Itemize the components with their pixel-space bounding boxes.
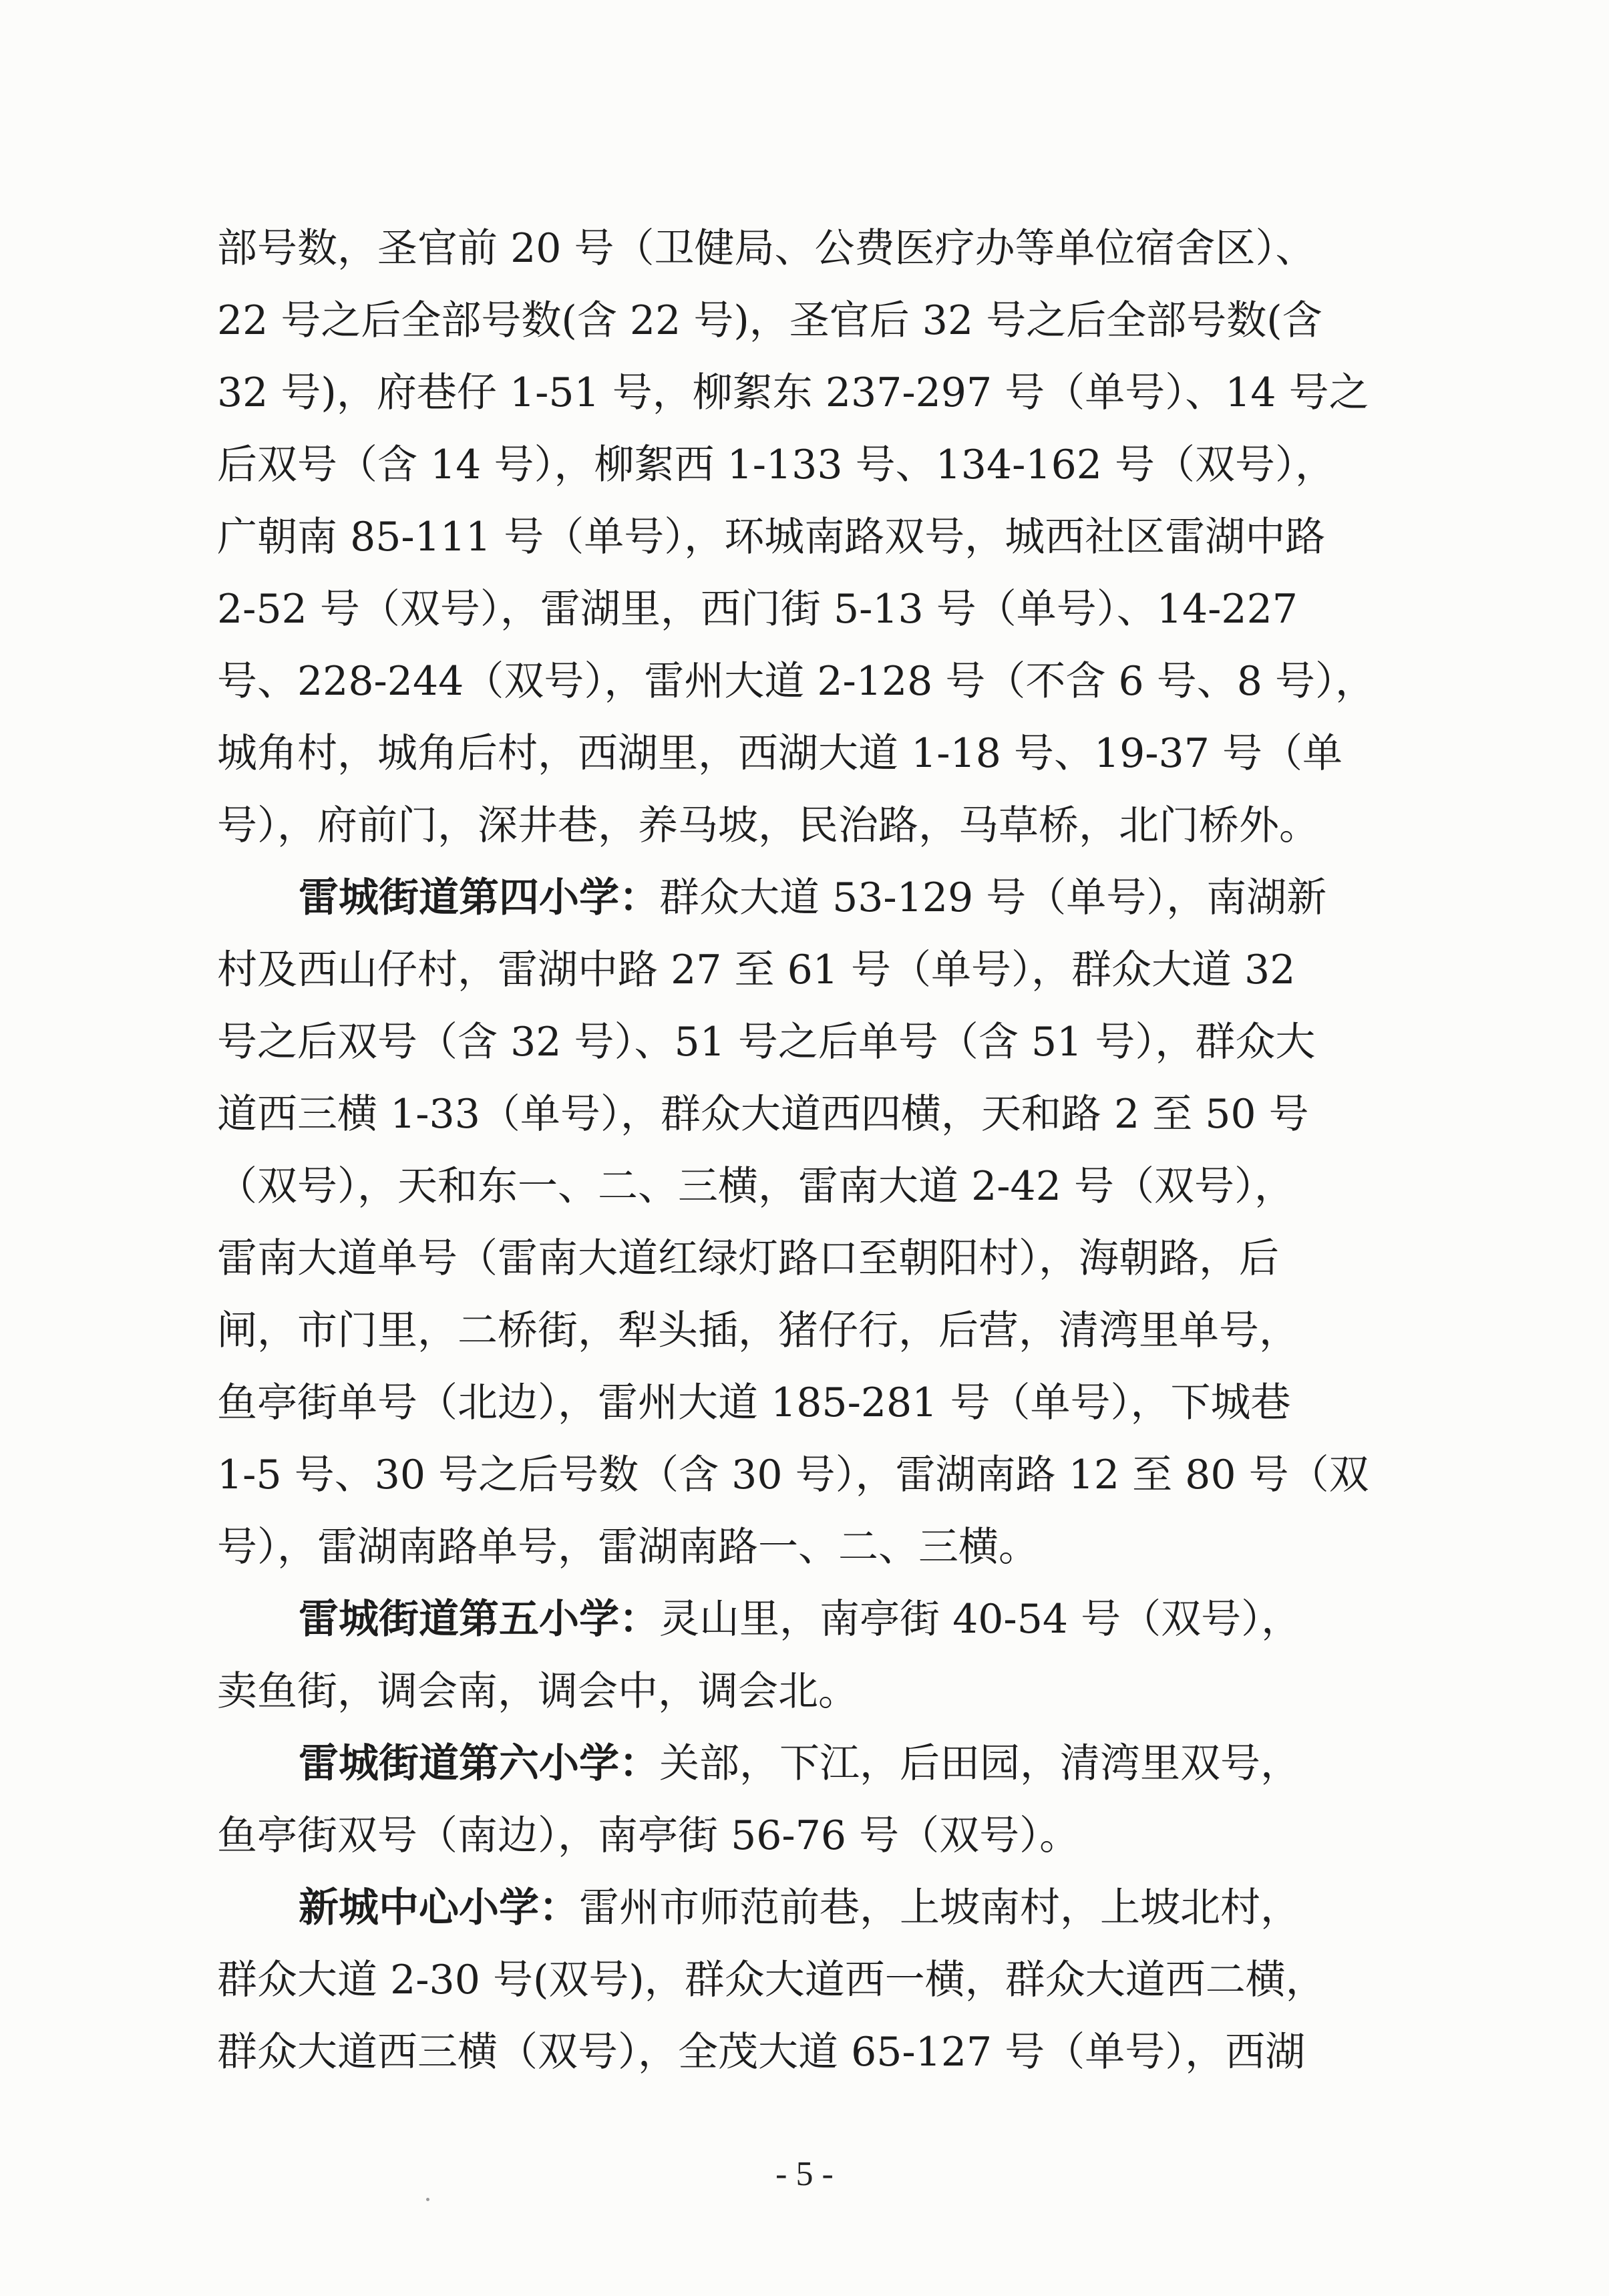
- page-number: - 5 -: [775, 2155, 834, 2193]
- text-line: 闸，市门里，二桥街，犁头插，猪仔行，后营，清湾里单号，: [217, 1307, 1299, 1354]
- text-line: 鱼亭街单号（北边），雷州大道 185-281 号（单号），下城巷: [217, 1379, 1291, 1426]
- text-line: 鱼亭街双号（南边），南亭街 56-76 号（双号）。: [217, 1812, 1080, 1859]
- text-line: 广朝南 85-111 号（单号），环城南路双号，城西社区雷湖中路: [217, 514, 1326, 560]
- text-line: 卖鱼街，调会南，调会中，调会北。: [217, 1668, 858, 1715]
- school-heading: 雷城街道第四小学：: [299, 874, 659, 921]
- school-heading: 雷城街道第五小学：: [299, 1596, 659, 1643]
- text-line: 雷南大道单号（雷南大道红绿灯路口至朝阳村），海朝路，后: [217, 1235, 1279, 1282]
- text-line: 号），府前门，深井巷，养马坡，民治路，马草桥，北门桥外。: [217, 802, 1319, 849]
- text-line: 号之后双号（含 32 号）、51 号之后单号（含 51 号），群众大: [217, 1019, 1316, 1065]
- paragraph-school-6: 雷城街道第六小学：关部，下江，后田园，清湾里双号，: [299, 1740, 1300, 1787]
- text-line: 号），雷湖南路单号，雷湖南路一、二、三横。: [217, 1524, 1039, 1571]
- text-line: 2-52 号（双号），雷湖里，西门街 5-13 号（单号）、14-227: [217, 586, 1298, 633]
- school-heading: 新城中心小学：: [299, 1884, 579, 1931]
- text-line: 群众大道西三横（双号），全茂大道 65-127 号（单号），西湖: [217, 2029, 1306, 2076]
- text-line: （双号），天和东一、二、三横，雷南大道 2-42 号（双号），: [217, 1163, 1294, 1210]
- text-line: 号、228-244（双号），雷州大道 2-128 号（不含 6 号、8 号），: [217, 658, 1375, 705]
- school-heading: 雷城街道第六小学：: [299, 1740, 659, 1787]
- text-line: 1-5 号、30 号之后号数（含 30 号），雷湖南路 12 至 80 号（双: [217, 1452, 1369, 1498]
- paragraph-xincheng: 新城中心小学：雷州市师范前巷，上坡南村，上坡北村，: [299, 1884, 1300, 1931]
- text-line: 22 号之后全部号数(含 22 号)，圣官后 32 号之后全部号数(含: [217, 297, 1322, 344]
- text-line: 村及西山仔村，雷湖中路 27 至 61 号（单号），群众大道 32: [217, 947, 1296, 993]
- text-line: 32 号)，府巷仔 1-51 号，柳絮东 237-297 号（单号）、14 号之: [217, 369, 1369, 416]
- text-line: 群众大道 2-30 号(双号)，群众大道西一横，群众大道西二横，: [217, 1957, 1326, 2003]
- paragraph-school-4: 雷城街道第四小学：群众大道 53-129 号（单号），南湖新: [299, 874, 1327, 921]
- text-line: 后双号（含 14 号），柳絮西 1-133 号、134-162 号（双号），: [217, 442, 1335, 488]
- paragraph-school-5: 雷城街道第五小学：灵山里，南亭街 40-54 号（双号），: [299, 1596, 1302, 1643]
- text-line: 城角村，城角后村，西湖里，西湖大道 1-18 号、19-37 号（单: [217, 730, 1343, 777]
- text-line: 道西三横 1-33（单号），群众大道西四横，天和路 2 至 50 号: [217, 1091, 1309, 1138]
- text-line: 部号数，圣官前 20 号（卫健局、公费医疗办等单位宿舍区）、: [217, 225, 1316, 272]
